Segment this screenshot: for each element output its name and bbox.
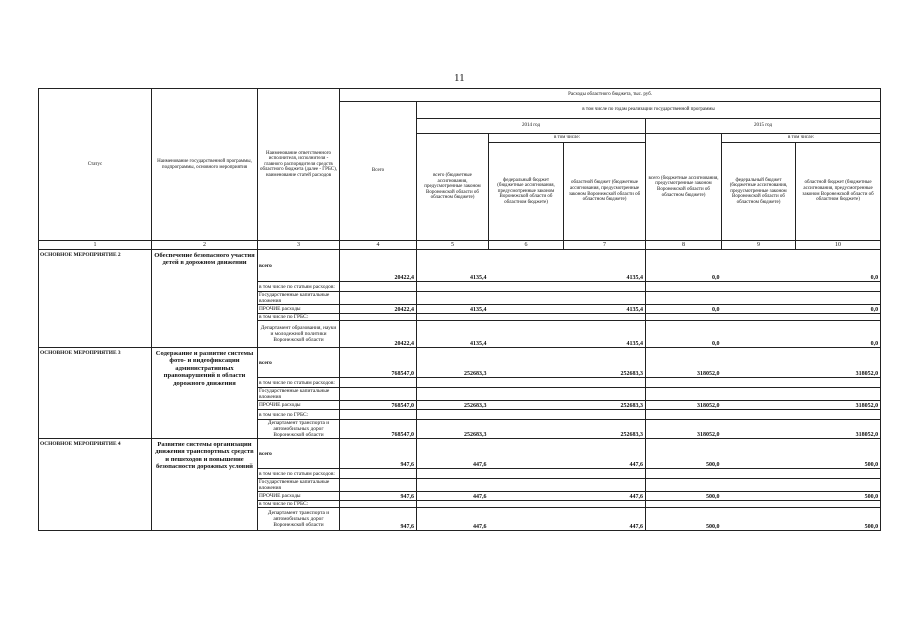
- column-index-6: 6: [489, 241, 564, 250]
- header-year-2015: 2015 год: [646, 119, 881, 134]
- row-label: ПРОЧИЕ расходы: [258, 401, 340, 410]
- value-cell: [489, 314, 564, 321]
- value-cell: 20422,4: [340, 321, 417, 348]
- value-cell: 4135,4: [417, 250, 489, 282]
- value-cell: [564, 501, 646, 508]
- value-cell: [796, 282, 881, 292]
- value-cell: [489, 282, 564, 292]
- value-cell: 252683,3: [564, 401, 646, 410]
- value-cell: [722, 501, 796, 508]
- value-cell: [417, 378, 489, 388]
- measure-name: Развитие системы организации движения транспортных средств и пешеходов и повышение безопасности дорожных условий: [152, 439, 258, 531]
- value-cell: [564, 282, 646, 292]
- value-cell: 768547,0: [340, 420, 417, 439]
- value-cell: [722, 282, 796, 292]
- value-cell: [796, 314, 881, 321]
- value-cell: 500,0: [796, 439, 881, 469]
- value-cell: 252683,3: [417, 420, 489, 439]
- value-cell: 768547,0: [340, 348, 417, 378]
- value-cell: [340, 469, 417, 479]
- row-label: ПРОЧИЕ расходы: [258, 492, 340, 501]
- header-2015-federal: федеральный бюджет (бюджетные ассигнования, предусмотренные законом Воронежской области об областном бюджете): [722, 143, 796, 241]
- value-cell: 4135,4: [417, 305, 489, 314]
- value-cell: [340, 479, 417, 492]
- row-label: всего: [258, 348, 340, 378]
- value-cell: [340, 388, 417, 401]
- value-cell: [722, 479, 796, 492]
- header-2015-incl: в том числе:: [722, 134, 881, 143]
- value-cell: 500,0: [796, 508, 881, 531]
- value-cell: [722, 250, 796, 282]
- row-label: всего: [258, 250, 340, 282]
- page-number: 11: [454, 72, 465, 84]
- table-head: [39, 89, 881, 250]
- row-label: в том числе по ГРБС:: [258, 314, 340, 321]
- value-cell: 0,0: [646, 250, 722, 282]
- value-cell: 4135,4: [564, 305, 646, 314]
- value-cell: 0,0: [796, 250, 881, 282]
- value-cell: [489, 492, 564, 501]
- value-cell: [340, 282, 417, 292]
- value-cell: [489, 410, 564, 420]
- value-cell: [722, 314, 796, 321]
- value-cell: 947,6: [340, 508, 417, 531]
- value-cell: 318052,0: [646, 401, 722, 410]
- value-cell: [489, 305, 564, 314]
- value-cell: [489, 508, 564, 531]
- value-cell: [796, 378, 881, 388]
- value-cell: [417, 410, 489, 420]
- value-cell: 947,6: [340, 492, 417, 501]
- header-total: Всего: [340, 102, 417, 241]
- value-cell: 318052,0: [646, 348, 722, 378]
- value-cell: 20422,4: [340, 305, 417, 314]
- value-cell: [796, 410, 881, 420]
- row-label: Департамент образования, науки и молодежной политики Воронежской области: [258, 321, 340, 348]
- measure-name: Содержание и развитие системы фото- и видеофиксации административных правонарушений в области дорожного движения: [152, 348, 258, 439]
- column-index-7: 7: [564, 241, 646, 250]
- row-label: в том числе по статьям расходов:: [258, 378, 340, 388]
- value-cell: [489, 292, 564, 305]
- value-cell: 318052,0: [646, 420, 722, 439]
- value-cell: [489, 420, 564, 439]
- value-cell: [646, 479, 722, 492]
- value-cell: [340, 501, 417, 508]
- header-2014-federal: федеральный бюджет (бюджетные ассигнования, предусмотренные законом Воронежской области об областном бюджете): [489, 143, 564, 241]
- header-2015-total: всего (бюджетные ассигнования, предусмотренные законом Воронежской области об областном бюджете): [646, 134, 722, 241]
- header-2014-regional: областной бюджет (бюджетные ассигнования, предусмотренные законом Воронежской области об областном бюджете): [564, 143, 646, 241]
- header-executor: Наименование ответственного исполнителя, исполнителя - главного распорядителя средств областного бюджета (далее - ГРБС), наименование статей расходов: [258, 89, 340, 241]
- value-cell: [722, 420, 796, 439]
- value-cell: 500,0: [646, 492, 722, 501]
- table-body: [39, 250, 881, 531]
- row-label: всего: [258, 439, 340, 469]
- value-cell: 0,0: [646, 321, 722, 348]
- value-cell: 4135,4: [417, 321, 489, 348]
- row-label: ПРОЧИЕ расходы: [258, 305, 340, 314]
- value-cell: [417, 469, 489, 479]
- row-label: в том числе по статьям расходов:: [258, 282, 340, 292]
- value-cell: 500,0: [796, 492, 881, 501]
- value-cell: [646, 292, 722, 305]
- measure-name: Обеспечение безопасного участия детей в дорожном движении: [152, 250, 258, 348]
- header-expenses: Расходы областного бюджета, тыс. руб.: [340, 89, 881, 102]
- value-cell: 500,0: [646, 439, 722, 469]
- value-cell: [722, 292, 796, 305]
- header-year-2014: 2014 год: [417, 119, 646, 134]
- value-cell: 318052,0: [796, 420, 881, 439]
- row-label: Департамент транспорта и автомобильных дорог Воронежской области: [258, 420, 340, 439]
- value-cell: 0,0: [796, 321, 881, 348]
- value-cell: [489, 321, 564, 348]
- column-index-4: 4: [340, 241, 417, 250]
- value-cell: 252683,3: [417, 348, 489, 378]
- header-2014-total: всего (бюджетные ассигнования, предусмотренные законом Воронежской области об областном бюджете): [417, 134, 489, 241]
- value-cell: 4135,4: [564, 321, 646, 348]
- value-cell: [489, 469, 564, 479]
- value-cell: [340, 292, 417, 305]
- column-index-9: 9: [722, 241, 796, 250]
- row-label: в том числе по ГРБС:: [258, 410, 340, 420]
- row-label: Государственные капитальные вложения: [258, 292, 340, 305]
- table-row: [39, 250, 881, 282]
- value-cell: [340, 410, 417, 420]
- measure-status: ОСНОВНОЕ МЕРОПРИЯТИЕ 3: [39, 348, 152, 439]
- column-index-row: [39, 241, 881, 250]
- value-cell: 318052,0: [796, 348, 881, 378]
- value-cell: [489, 378, 564, 388]
- value-cell: 252683,3: [564, 420, 646, 439]
- header-status: Статус: [39, 89, 152, 241]
- value-cell: [489, 401, 564, 410]
- value-cell: [722, 348, 796, 378]
- value-cell: 447,6: [417, 508, 489, 531]
- value-cell: 447,6: [564, 492, 646, 501]
- value-cell: 318052,0: [796, 401, 881, 410]
- value-cell: [722, 492, 796, 501]
- value-cell: 252683,3: [564, 348, 646, 378]
- value-cell: [646, 282, 722, 292]
- value-cell: [340, 378, 417, 388]
- value-cell: [796, 469, 881, 479]
- header-2014-incl: в том числе:: [489, 134, 646, 143]
- value-cell: [489, 348, 564, 378]
- row-label: в том числе по статьям расходов:: [258, 469, 340, 479]
- value-cell: [417, 479, 489, 492]
- value-cell: 500,0: [646, 508, 722, 531]
- row-label: Государственные капитальные вложения: [258, 388, 340, 401]
- value-cell: [564, 388, 646, 401]
- value-cell: [417, 314, 489, 321]
- value-cell: 20422,4: [340, 250, 417, 282]
- table-row: [39, 348, 881, 378]
- value-cell: [722, 305, 796, 314]
- header-by-years: в том числе по годам реализации государственной программы: [417, 102, 881, 119]
- column-index-2: 2: [152, 241, 258, 250]
- table-row: [39, 439, 881, 469]
- value-cell: [722, 401, 796, 410]
- value-cell: 0,0: [796, 305, 881, 314]
- column-index-5: 5: [417, 241, 489, 250]
- value-cell: 252683,3: [417, 401, 489, 410]
- value-cell: [417, 292, 489, 305]
- value-cell: [796, 292, 881, 305]
- value-cell: [417, 501, 489, 508]
- column-index-8: 8: [646, 241, 722, 250]
- value-cell: [417, 388, 489, 401]
- column-index-3: 3: [258, 241, 340, 250]
- measure-status: ОСНОВНОЕ МЕРОПРИЯТИЕ 4: [39, 439, 152, 531]
- value-cell: 447,6: [417, 492, 489, 501]
- header-name: Наименование государственной программы, подпрограммы, основного мероприятия: [152, 89, 258, 241]
- value-cell: 0,0: [646, 305, 722, 314]
- value-cell: [646, 410, 722, 420]
- value-cell: [417, 282, 489, 292]
- value-cell: [489, 439, 564, 469]
- value-cell: [489, 250, 564, 282]
- value-cell: [722, 508, 796, 531]
- value-cell: [646, 378, 722, 388]
- value-cell: [796, 479, 881, 492]
- value-cell: [646, 501, 722, 508]
- column-index-1: 1: [39, 241, 152, 250]
- value-cell: [722, 378, 796, 388]
- value-cell: [489, 501, 564, 508]
- value-cell: [722, 410, 796, 420]
- value-cell: [722, 469, 796, 479]
- value-cell: 447,6: [564, 508, 646, 531]
- value-cell: [564, 479, 646, 492]
- value-cell: 4135,4: [564, 250, 646, 282]
- measure-status: ОСНОВНОЕ МЕРОПРИЯТИЕ 2: [39, 250, 152, 348]
- header-2015-regional: областной бюджет (бюджетные ассигнования, предусмотренные законом Воронежской области об областном бюджете): [796, 143, 881, 241]
- value-cell: [796, 388, 881, 401]
- value-cell: [489, 479, 564, 492]
- column-index-10: 10: [796, 241, 881, 250]
- value-cell: 768547,0: [340, 401, 417, 410]
- value-cell: [564, 314, 646, 321]
- value-cell: [646, 388, 722, 401]
- value-cell: [564, 292, 646, 305]
- value-cell: 947,6: [340, 439, 417, 469]
- value-cell: [722, 439, 796, 469]
- value-cell: [564, 410, 646, 420]
- value-cell: [564, 378, 646, 388]
- row-label: Государственные капитальные вложения: [258, 479, 340, 492]
- value-cell: [722, 388, 796, 401]
- row-label: Департамент транспорта и автомобильных дорог Воронежской области: [258, 508, 340, 531]
- value-cell: [796, 501, 881, 508]
- value-cell: [646, 469, 722, 479]
- row-label: в том числе по ГРБС:: [258, 501, 340, 508]
- value-cell: 447,6: [564, 439, 646, 469]
- value-cell: [646, 314, 722, 321]
- value-cell: [340, 314, 417, 321]
- value-cell: [722, 321, 796, 348]
- value-cell: [489, 388, 564, 401]
- budget-table: [38, 88, 881, 531]
- value-cell: [564, 469, 646, 479]
- value-cell: 447,6: [417, 439, 489, 469]
